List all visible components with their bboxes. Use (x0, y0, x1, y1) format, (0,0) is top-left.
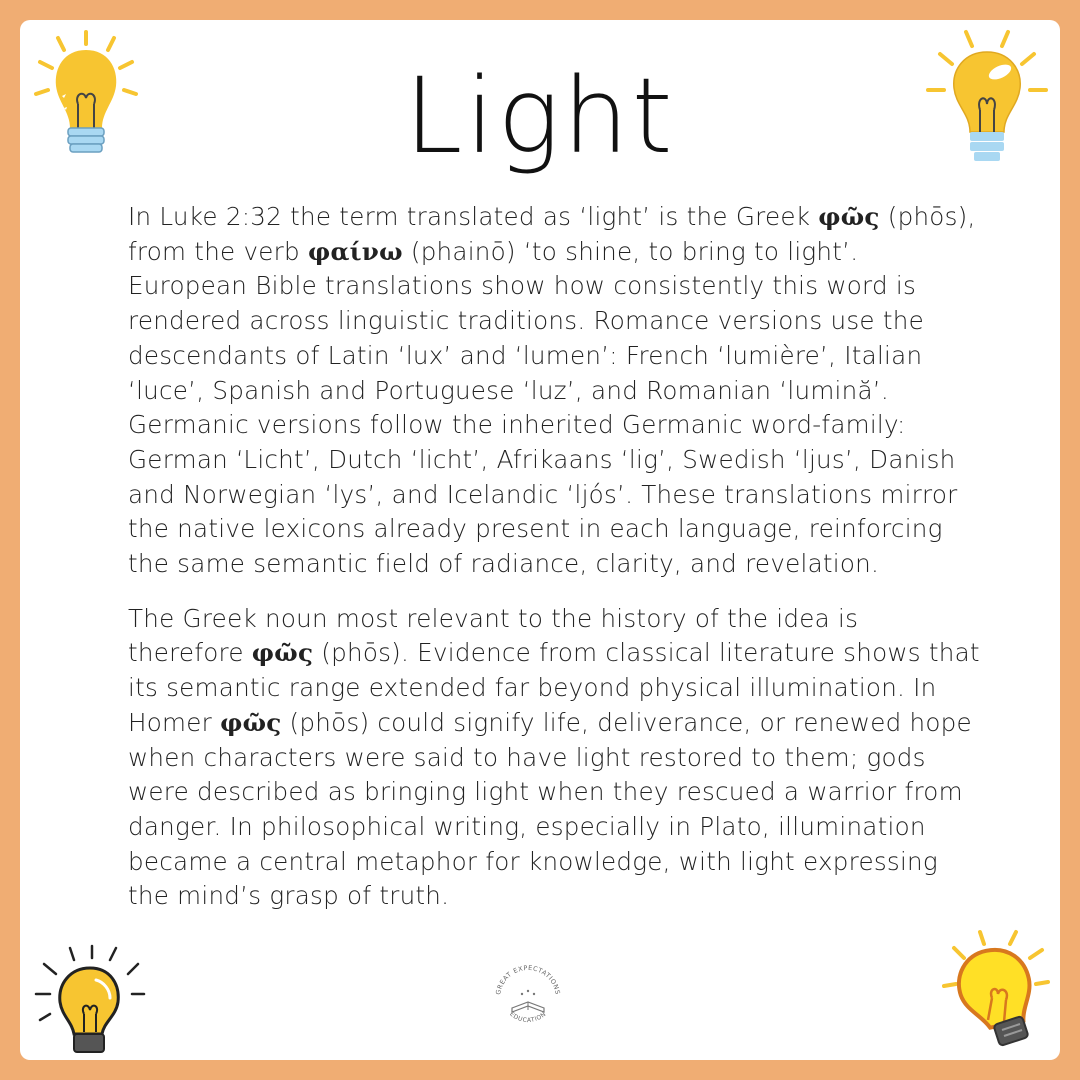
paragraph-2 (128, 602, 980, 914)
text-segment: In Luke 2:32 the term translated as ‘light’ is the Greek (128, 202, 819, 231)
logo-emblem (488, 958, 568, 1038)
lightbulb-icon-top-left (28, 28, 144, 168)
page-title: Light (404, 55, 676, 177)
text-segment: (phōs) could signify life, deliverance, or renewed hope when characters were said to have light restored to them; gods were described as bringing light when they rescued a warrior from danger. In philosophical writing, especially in Plato, illumination became a central metaphor for knowledge, with light expressing the mind’s grasp of truth. (128, 707, 972, 911)
greek-word: φαίνω (307, 236, 403, 266)
lightbulb-icon-bottom-right (938, 928, 1052, 1054)
text-segment: (phainō) ‘to shine, to bring to light’. European Bible translations show how consistently this word is rendered across linguistic traditions. Romance versions use the descendants of Latin ‘lux’ and ‘lumen’: French ‘lumière’, Italian ‘luce’, Spanish and Portuguese ‘luz’, and Romanian ‘lumină’. Germanic versions follow the inherited Germanic word-family: German ‘Licht’, Dutch ‘licht’, Afrikaans ‘lig’, Swedish ‘ljus’, Danish and Norwegian ‘lys’, and Icelandic ‘ljós’. These translations mirror the native lexicons already present in each language, reinforcing the same semantic field of radiance, clarity, and revelation. (128, 236, 958, 579)
text-segment: (phōs), from the verb (128, 202, 976, 266)
paragraph-1 (128, 200, 980, 582)
content-card (20, 20, 1060, 1060)
greek-word: φῶς (818, 202, 880, 231)
text-segment: The Greek noun most relevant to the history of the idea is therefore (128, 603, 859, 668)
logo-bottom-text: EDUCATION (508, 1010, 548, 1025)
greek-word: φῶς (220, 707, 282, 737)
svg-text:EDUCATION (508, 1011, 548, 1024)
body-text (128, 200, 980, 934)
greek-word: φῶς (251, 638, 314, 668)
lightbulb-icon-top-right (922, 28, 1052, 168)
text-segment: (phōs). Evidence from classical literature shows that its semantic range extended far beyond physical illumination. In Homer (128, 638, 980, 737)
lightbulb-icon-bottom-left (30, 944, 146, 1054)
logo-top-text: GREAT EXPECTATIONS (494, 963, 562, 996)
